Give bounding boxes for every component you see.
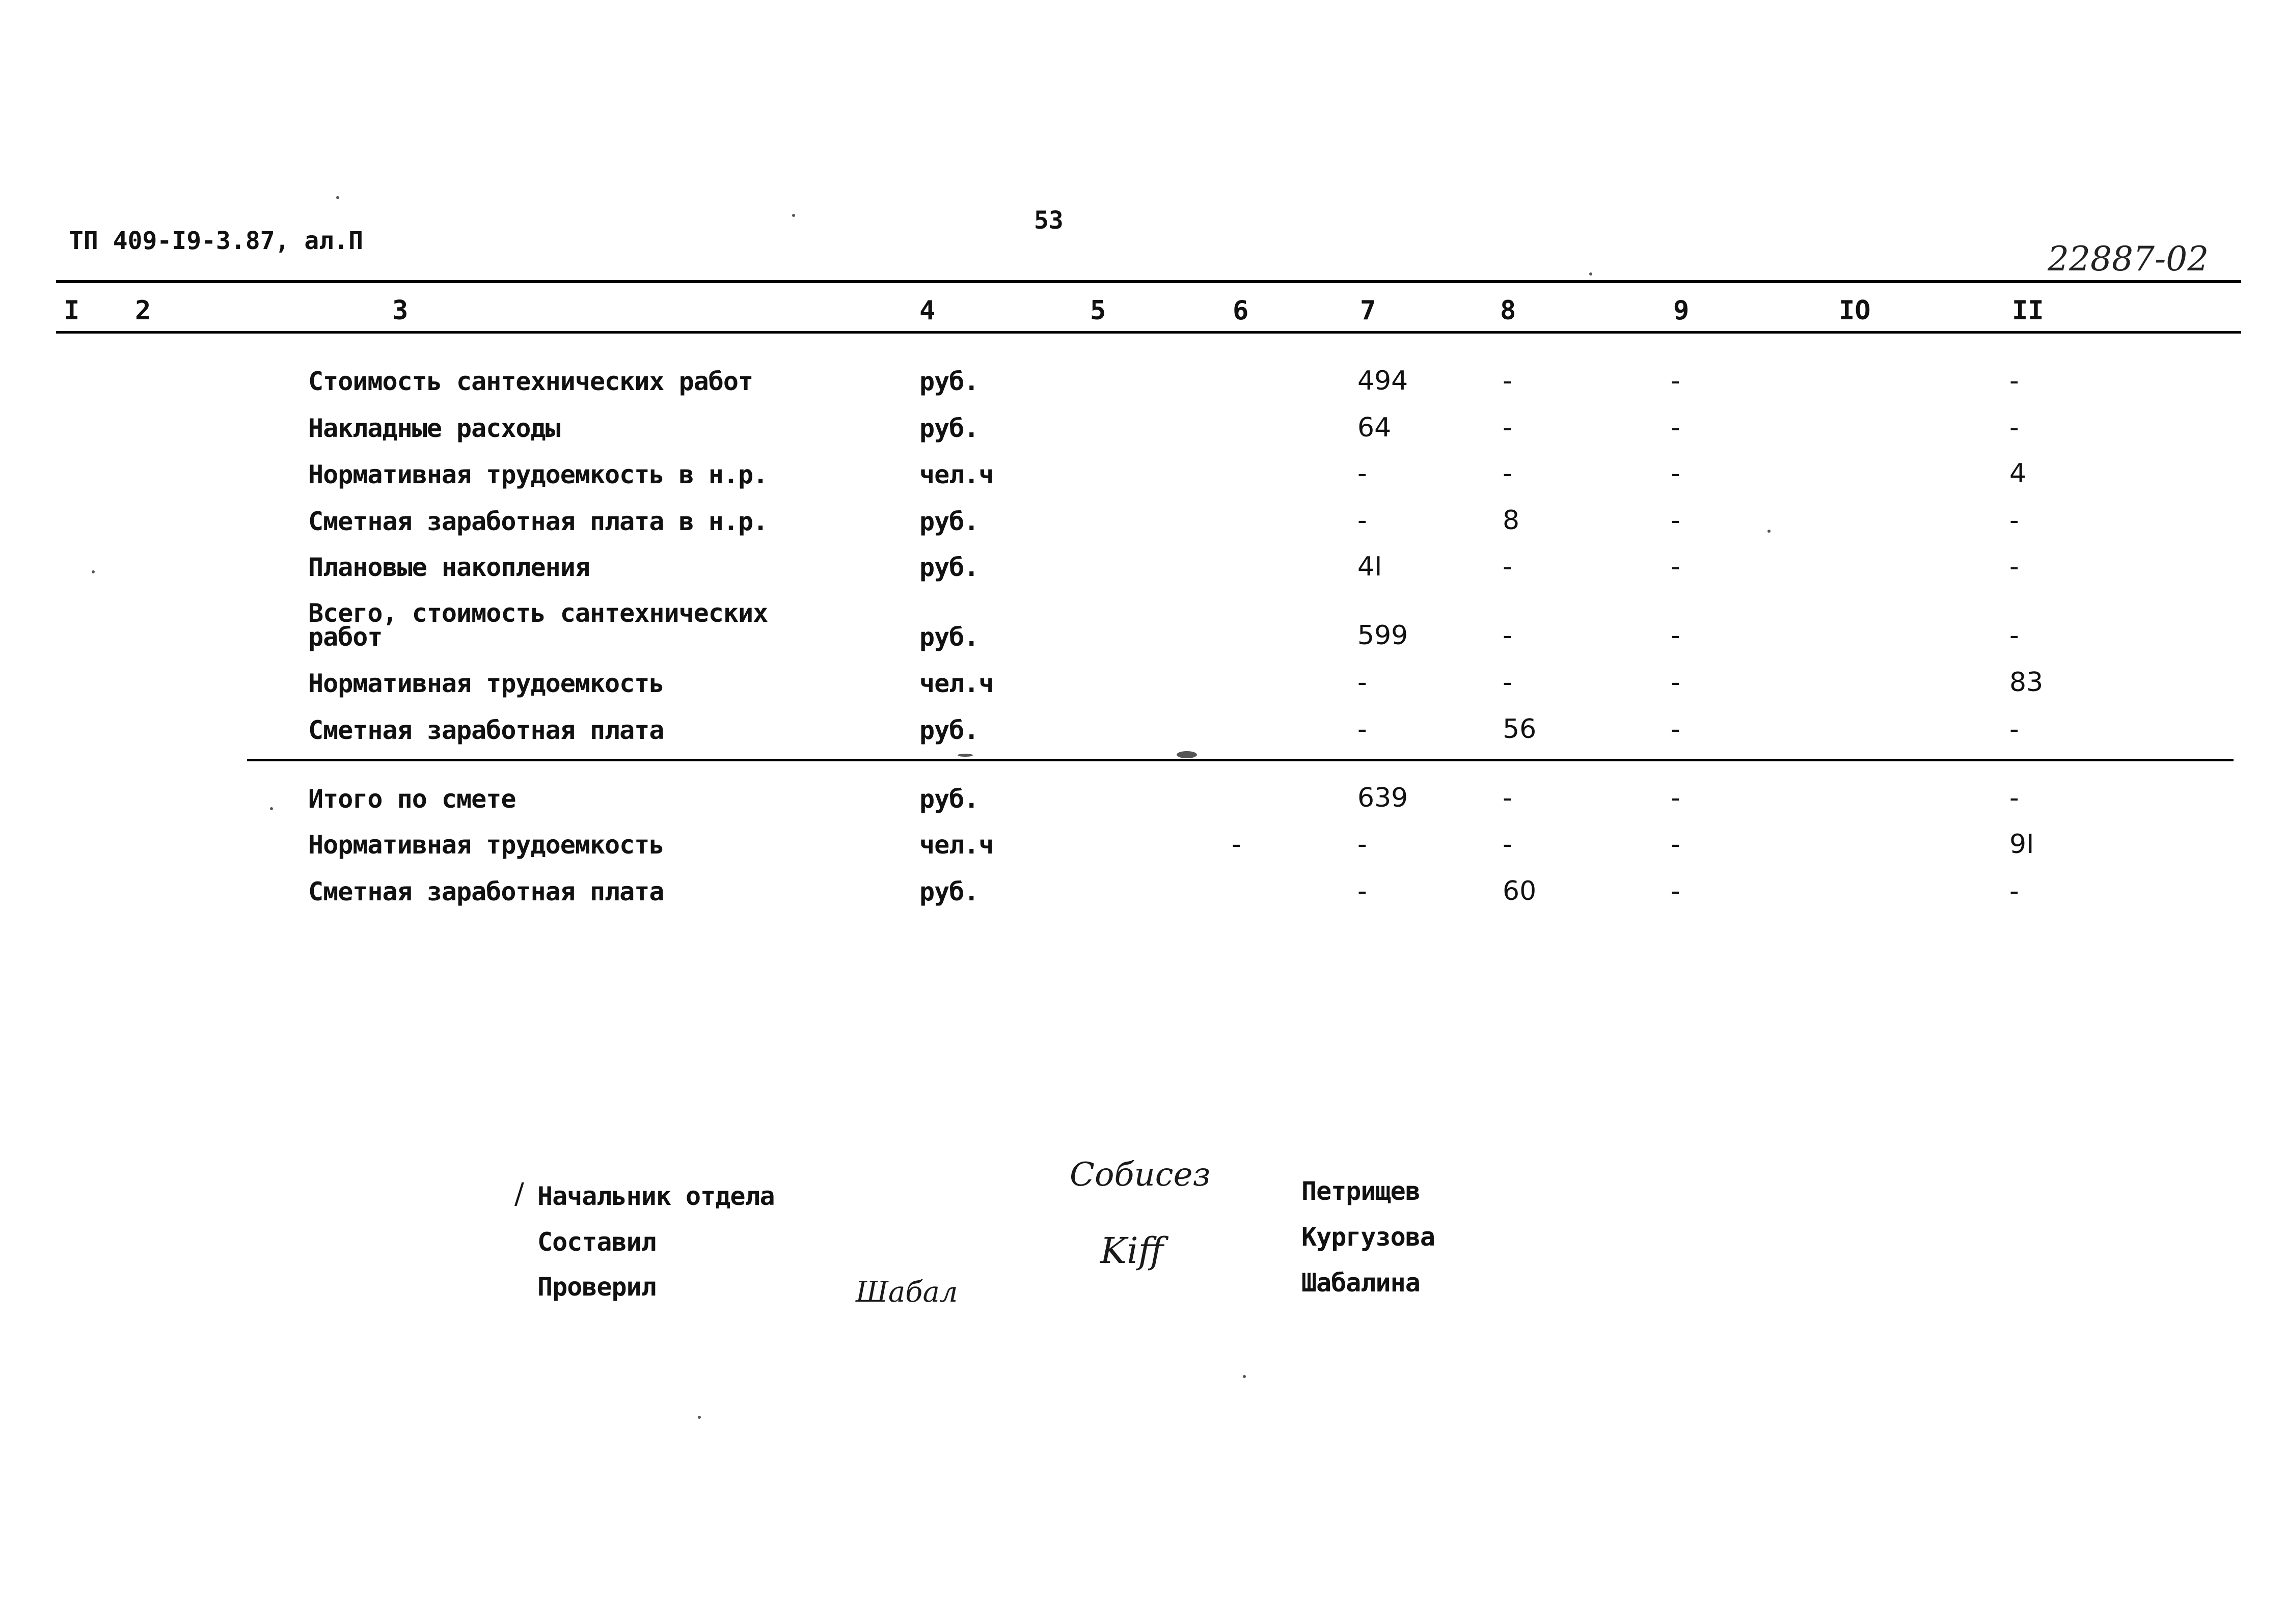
column-number-8: 8: [1500, 295, 1516, 326]
total-label: Итого по смете: [308, 784, 516, 814]
row-unit: руб.: [919, 553, 979, 582]
total-col8: -: [1503, 829, 1512, 860]
column-number-2: 2: [135, 295, 151, 326]
scan-speck: [270, 807, 273, 810]
row-label: Сметная заработная плата в н.р.: [308, 507, 768, 536]
page-number: 53: [1034, 206, 1064, 235]
row-label-line-2: работ: [308, 622, 383, 652]
row-col9: -: [1671, 552, 1680, 582]
row-label: Нормативная трудоемкость в н.р.: [308, 460, 768, 489]
row-col8: -: [1503, 412, 1512, 443]
total-col9: -: [1671, 876, 1680, 906]
row-col8: -: [1503, 552, 1512, 582]
row-col11: 4: [2009, 458, 2027, 489]
scan-speck: [958, 754, 973, 757]
row-col8: 8: [1503, 505, 1520, 536]
row-col9: -: [1671, 412, 1680, 443]
row-col8: -: [1503, 667, 1512, 698]
column-number-9: 9: [1673, 295, 1690, 326]
row-col9: -: [1671, 458, 1680, 489]
scan-speck: [792, 214, 795, 217]
row-col9: -: [1671, 505, 1680, 536]
column-number-6: 6: [1233, 295, 1249, 326]
signature-handwritten: Kiff: [1100, 1230, 1164, 1272]
total-col8: -: [1503, 783, 1512, 813]
column-number-7: 7: [1360, 295, 1376, 326]
row-col11: -: [2009, 505, 2019, 536]
scan-speck: [92, 570, 95, 573]
row-col11: -: [2009, 714, 2019, 745]
total-col7: -: [1357, 829, 1367, 860]
scan-speck: [1243, 1375, 1246, 1378]
archive-number: 22887-02: [2048, 239, 2209, 279]
row-col8: 56: [1503, 714, 1537, 745]
total-unit: чел.ч: [919, 830, 994, 860]
row-unit: руб.: [919, 507, 979, 536]
column-number-3: 3: [392, 295, 409, 326]
row-col11: -: [2009, 412, 2019, 443]
total-col11: 9I: [2009, 829, 2034, 860]
signature-role: Составил: [537, 1227, 656, 1257]
total-col7: -: [1357, 876, 1367, 906]
total-label: Нормативная трудоемкость: [308, 830, 664, 860]
row-col8: -: [1503, 620, 1512, 651]
scan-speck: [336, 196, 339, 199]
signature-name: Шабалина: [1301, 1268, 1420, 1298]
row-col11: -: [2009, 552, 2019, 582]
row-col9: -: [1671, 366, 1680, 396]
row-col9: -: [1671, 714, 1680, 745]
row-label: Накладные расходы: [308, 414, 560, 443]
row-col9: -: [1671, 667, 1680, 698]
table-top-rule: [56, 280, 2241, 283]
row-col7: -: [1357, 458, 1367, 489]
column-number-1: I: [64, 295, 80, 326]
row-label: Сметная заработная плата: [308, 715, 664, 745]
row-unit: руб.: [919, 414, 979, 443]
signature-handwritten: Собисез: [1070, 1156, 1211, 1194]
column-number-10: IO: [1839, 295, 1871, 326]
total-unit: руб.: [919, 877, 979, 906]
tick-mark: /: [514, 1177, 524, 1210]
row-col7: 599: [1357, 620, 1408, 651]
subtotal-rule: [247, 759, 2234, 761]
row-label: Плановые накопления: [308, 553, 590, 582]
scan-speck: [1589, 272, 1592, 276]
row-label-line-1: Всего, стоимость сантехнических: [308, 598, 768, 628]
row-label: Стоимость сантехнических работ: [308, 367, 753, 396]
signature-role: Проверил: [537, 1272, 656, 1302]
signature-name: Петрищев: [1301, 1176, 1420, 1206]
signature-handwritten: Шабал: [856, 1276, 958, 1309]
row-col7: 4I: [1357, 552, 1382, 582]
row-col8: -: [1503, 458, 1512, 489]
row-col7: -: [1357, 714, 1367, 745]
row-col7: -: [1357, 667, 1367, 698]
total-label: Сметная заработная плата: [308, 877, 664, 906]
total-col11: -: [2009, 783, 2019, 813]
total-col9: -: [1671, 783, 1680, 813]
row-col7: -: [1357, 505, 1367, 536]
total-col6: -: [1232, 829, 1241, 860]
row-col9: -: [1671, 620, 1680, 651]
column-header-rule: [56, 331, 2241, 334]
column-number-4: 4: [919, 295, 936, 326]
total-col11: -: [2009, 876, 2019, 906]
document-code: ТП 409-I9-3.87, ал.П: [69, 227, 363, 255]
row-col11: -: [2009, 620, 2019, 651]
row-col8: -: [1503, 366, 1512, 396]
row-col11: -: [2009, 366, 2019, 396]
total-col9: -: [1671, 829, 1680, 860]
row-unit: чел.ч: [919, 669, 994, 698]
signature-role: Начальник отдела: [537, 1181, 775, 1211]
row-col11: 83: [2009, 667, 2044, 698]
scan-speck: [1177, 751, 1197, 758]
row-col7: 494: [1357, 366, 1408, 396]
column-number-11: II: [2012, 295, 2044, 326]
row-label: Нормативная трудоемкость: [308, 669, 664, 698]
column-number-5: 5: [1090, 295, 1106, 326]
scan-speck: [698, 1416, 701, 1419]
signature-name: Кургузова: [1301, 1222, 1435, 1252]
row-unit: руб.: [919, 622, 979, 652]
scan-speck: [1767, 530, 1771, 533]
row-unit: руб.: [919, 715, 979, 745]
total-col7: 639: [1357, 783, 1408, 813]
row-unit: чел.ч: [919, 460, 994, 489]
total-unit: руб.: [919, 784, 979, 814]
row-unit: руб.: [919, 367, 979, 396]
row-col7: 64: [1357, 412, 1392, 443]
total-col8: 60: [1503, 876, 1537, 906]
